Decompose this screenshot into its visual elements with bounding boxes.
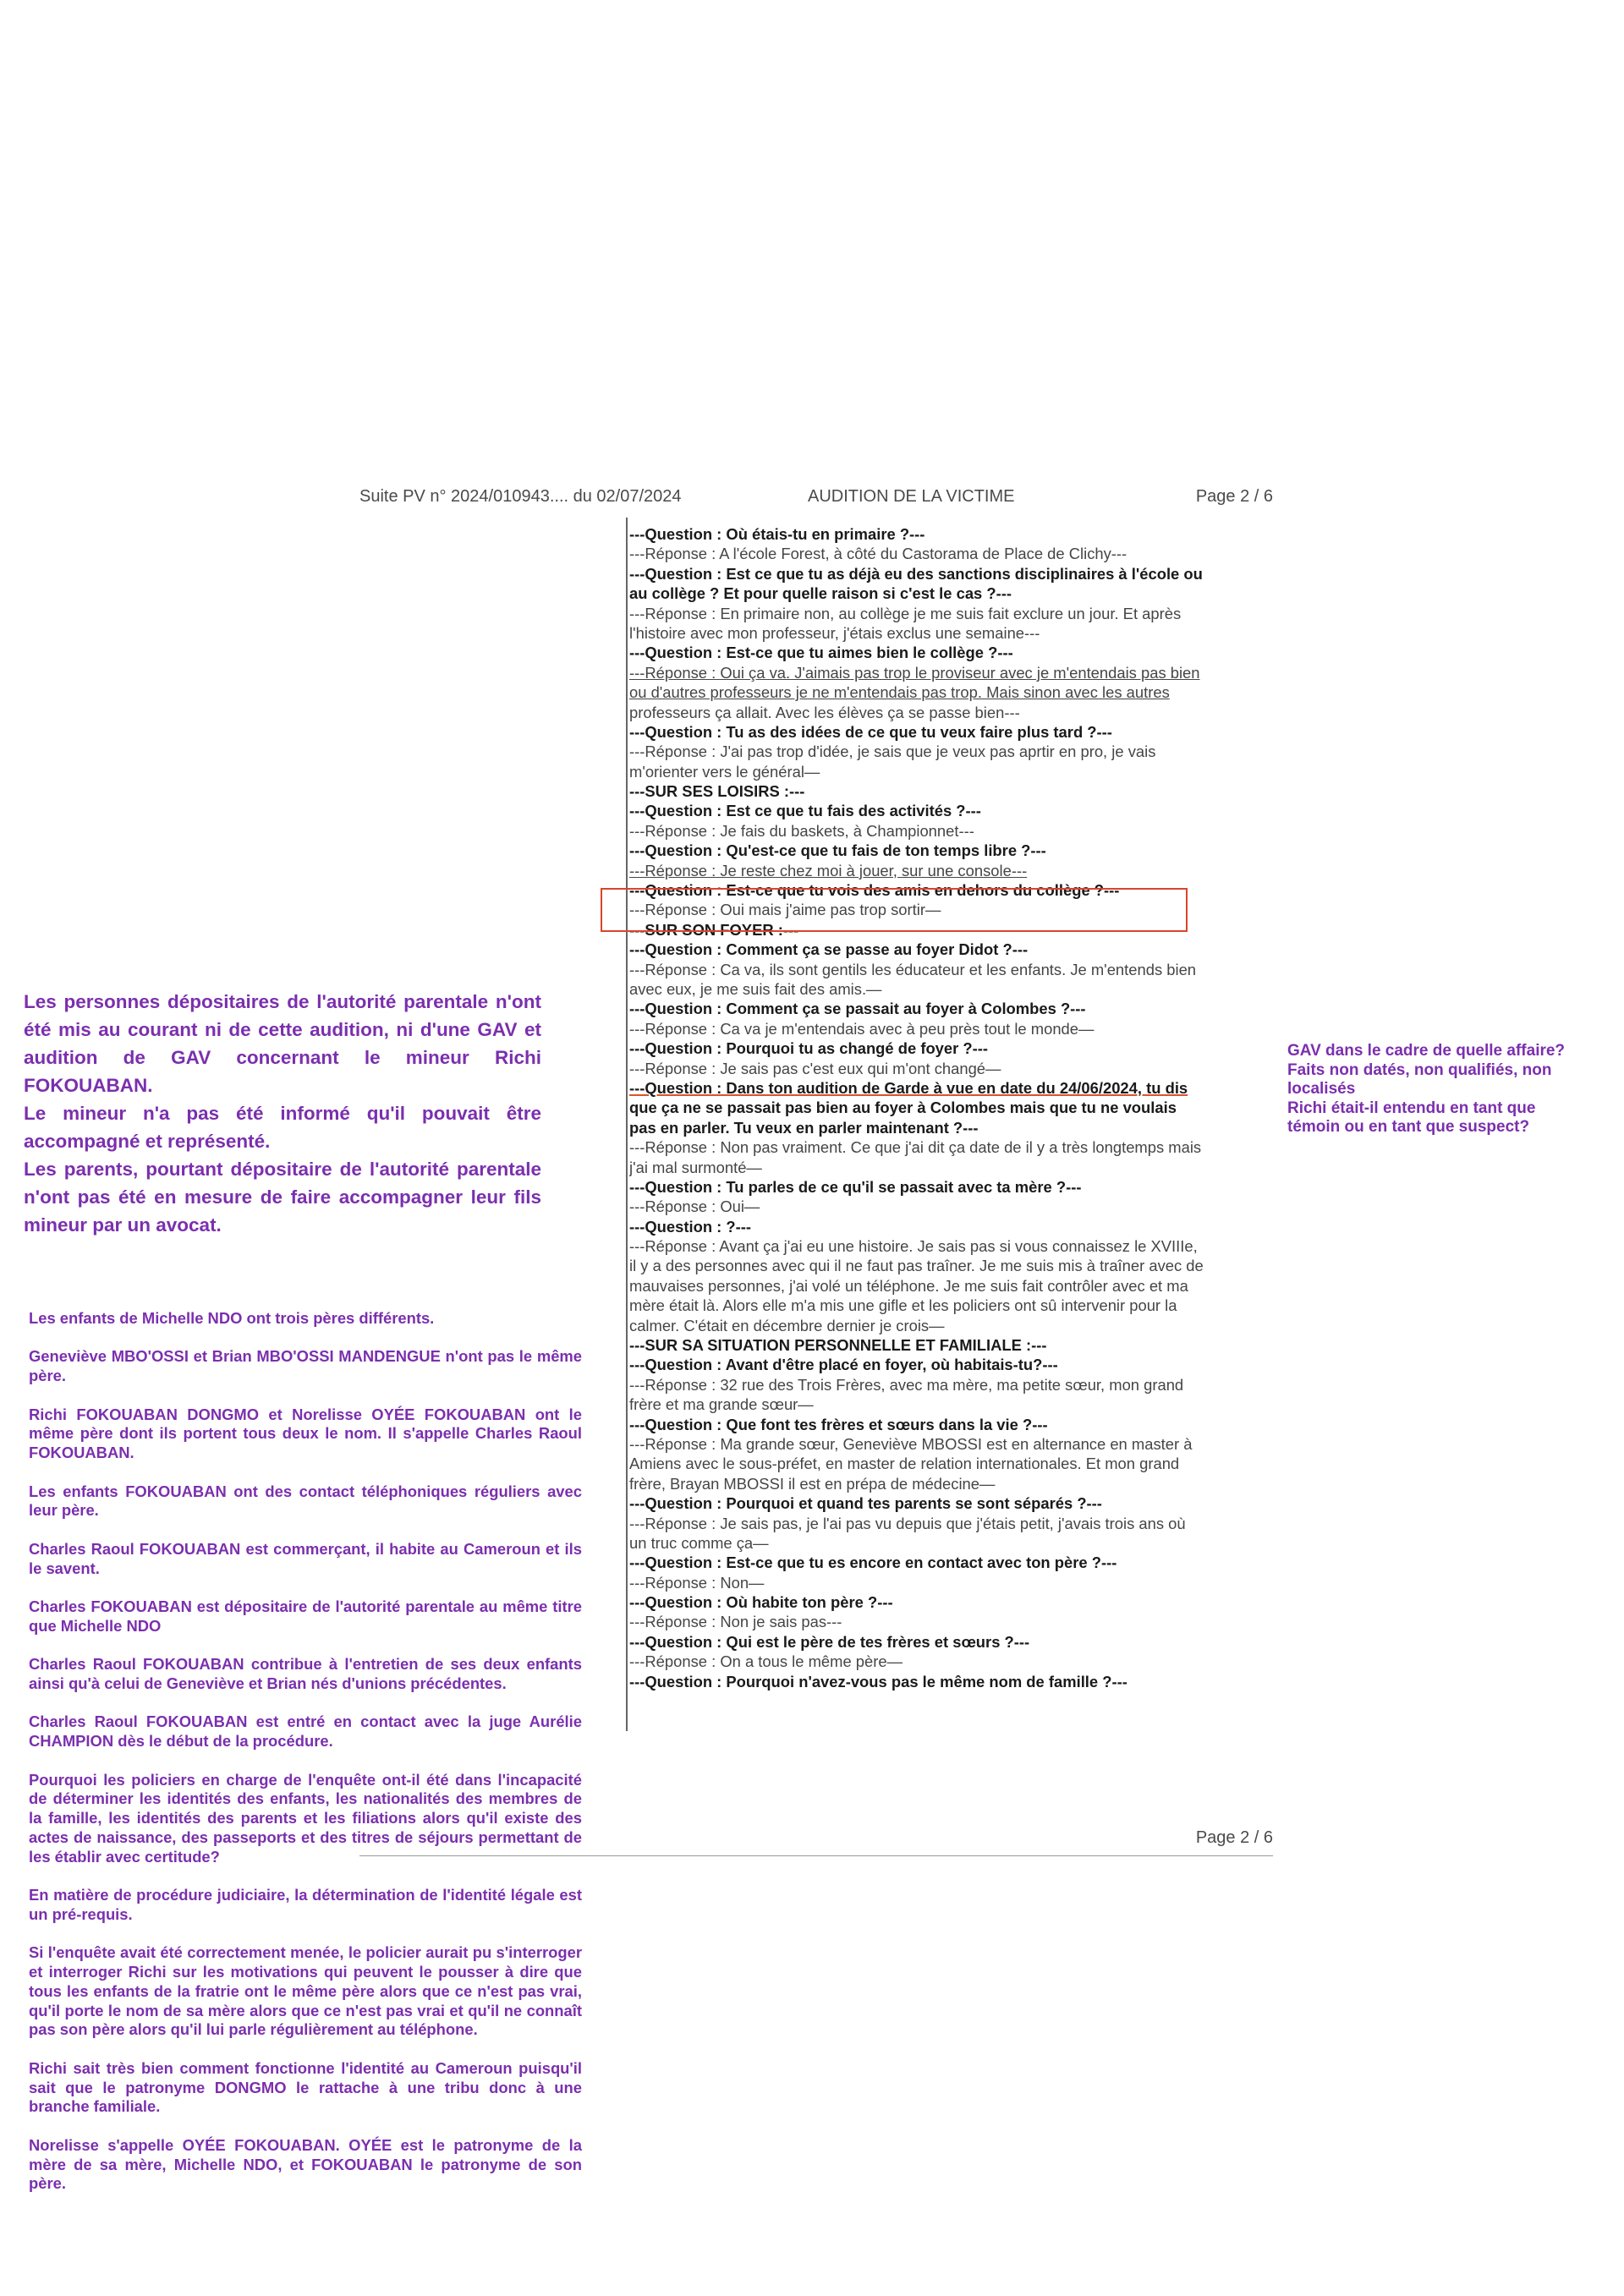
margin-rule [626,518,628,1731]
transcript-answer-line: mère était là. Alors elle m'a mis une gifle et les policiers ont sû intervenir pour la [629,1296,1177,1315]
family-note: Geneviève MBO'OSSI et Brian MBO'OSSI MANDENGUE n'ont pas le même père. [29,1347,582,1385]
transcript-question-line: ---Question : Pourquoi tu as changé de foyer ?--- [629,1039,989,1058]
transcript-answer-line: ---Réponse : Non je sais pas--- [629,1613,842,1631]
transcript-answer-line: ---Réponse : J'ai pas trop d'idée, je sais que je veux pas aprtir en pro, je vais [629,743,1156,761]
transcript-question-line: ---Question : Où étais-tu en primaire ?--- [629,525,925,543]
transcript-answer-line: ---Réponse : Oui mais j'aime pas trop sortir— [629,901,941,919]
transcript-answer-line: calmer. C'était en décembre dernier je crois— [629,1316,945,1334]
note-paragraph: Le mineur n'a pas été informé qu'il pouvait être accompagné et représenté. [24,1103,541,1152]
transcript-question-line: ---Question : Qui est le père de tes frères et sœurs ?--- [629,1632,1030,1651]
transcript-answer-line: ---Réponse : A l'école Forest, à côté du Castorama de Place de Clichy--- [629,545,1127,563]
transcript-answer-line: ---Réponse : Je reste chez moi à jouer, sur une console--- [629,861,1028,879]
note-line: Faits non datés, non qualifiés, non localisés [1287,1060,1552,1098]
transcript-answer-line: ---Réponse : Je fais du baskets, à Championnet--- [629,821,974,840]
transcript-answer-line: frère et ma grande sœur— [629,1395,814,1414]
transcript-question-line: ---Question : Avant d'être placé en foyer, où habitais-tu?--- [629,1356,1058,1374]
note-line: GAV dans le cadre de quelle affaire? [1287,1042,1566,1060]
transcript-answer-line: ---Réponse : 32 rue des Trois Frères, avec ma mère, ma petite sœur, mon grand [629,1375,1184,1394]
transcript-question-line: ---Question : Est ce que tu fais des activités ?--- [629,802,981,820]
document-title: AUDITION DE LA VICTIME [808,487,1015,506]
transcript-answer-line: ---Réponse : On a tous le même père— [629,1652,903,1671]
transcript-answer-line: l'histoire avec mon professeur, j'étais exclus une semaine--- [629,623,1040,642]
family-note: Norelisse s'appelle OYÉE FOKOUABAN. OYÉE est le patronyme de la mère de sa mère, Michelle NDO, et FOKOUABAN le patronyme de son père. [29,2135,582,2193]
note-paragraph: Les parents, pourtant dépositaire de l'autorité parentale n'ont pas été en mesure de faire accompagner leur fils mineur par un avocat. [24,1159,541,1236]
transcript-question-line: ---SUR SON FOYER :--- [629,920,799,939]
scan-header [359,480,1273,514]
transcript-answer-line: frère, Brayan MBOSSI il est en prépa de médecine— [629,1474,996,1493]
family-note: Charles Raoul FOKOUABAN est commerçant, il habite au Cameroun et ils le savent. [29,1539,582,1577]
family-note: Richi sait très bien comment fonctionne l'identité au Cameroun puisqu'il sait que le patronyme DONGMO le rattache à une tribu donc à une branche familiale. [29,2058,582,2116]
pv-reference: Suite PV n° 2024/010943.... du 02/07/2024 [359,487,682,506]
transcript-question-line: ---Question : Dans ton audition de Garde à vue en date du 24/06/2024, tu dis [629,1078,1188,1097]
highlight-box [601,888,1188,932]
family-notes [29,1309,582,2213]
transcript-answer-line: ---Réponse : Avant ça j'ai eu une histoire. Je sais pas si vous connaissez le XVIIIe, [629,1237,1198,1256]
transcript-question-line: ---Question : Est-ce que tu es encore en contact avec ton père ?--- [629,1553,1117,1572]
family-note: Charles Raoul FOKOUABAN contribue à l'entretien de ses deux enfants ainsi qu'à celui de Geneviève et Brian nés d'unions précédentes. [29,1655,582,1692]
transcript-question-line: ---Question : Tu parles de ce qu'il se passait avec ta mère ?--- [629,1177,1082,1196]
transcript-question-line: ---SUR SA SITUATION PERSONNELLE ET FAMILIALE :--- [629,1336,1047,1355]
transcript-question-line: ---Question : Pourquoi et quand tes parents se sont séparés ?--- [629,1494,1102,1513]
note-paragraph: Les personnes dépositaires de l'autorité parentale n'ont été mis au courant ni de cette audition, ni d'une GAV et audition de GAV concernant le mineur Richi FOKOUABAN. [24,991,541,1096]
transcript-answer-line: il y a des personnes avec qui il ne faut pas traîner. Je me suis mis à traîner avec de [629,1257,1204,1275]
transcript-question-line: pas en parler. Tu veux en parler maintenant ?--- [629,1118,979,1137]
family-note: En matière de procédure judiciaire, la détermination de l'identité légale est un pré-requis. [29,1886,582,1923]
transcript-answer-line: un truc comme ça— [629,1533,769,1552]
transcript-answer-line: professeurs ça allait. Avec les élèves ça se passe bien--- [629,703,1020,721]
transcript-answer-line: ---Réponse : Ca va je m'entendais avec à peu près tout le monde— [629,1019,1095,1038]
transcript-answer-line: ---Réponse : Oui— [629,1197,760,1216]
transcript-answer-line: m'orienter vers le général— [629,762,820,781]
family-note: Les enfants de Michelle NDO ont trois pères différents. [29,1309,435,1327]
transcript-answer-line: ---Réponse : Non pas vraiment. Ce que j'ai dit ça date de il y a très longtemps mais [629,1138,1202,1157]
family-note: Pourquoi les policiers en charge de l'enquête ont-il été dans l'incapacité de déterminer les identités des enfants, les nationalités des membres de la famille, les identités des parents et les filiations alors qu'il existe des actes de naissance, des passeports et des titres de séjours permettant de les établir avec certitude? [29,1770,582,1866]
transcript-question-line: ---Question : Est-ce que tu aimes bien le collège ?--- [629,644,1013,662]
transcript-question-line: ---Question : Est ce que tu as déjà eu des sanctions disciplinaires à l'école ou [629,564,1203,583]
footer-page-number: Page 2 / 6 [1195,1828,1273,1847]
transcript-question-line: ---Question : Comment ça se passait au foyer à Colombes ?--- [629,1000,1086,1018]
transcript-question-line: au collège ? Et pour quelle raison si c'est le cas ?--- [629,584,1012,603]
transcript-answer-line: j'ai mal surmonté— [629,1158,762,1176]
transcript-question-line: ---Question : Tu as des idées de ce que tu veux faire plus tard ?--- [629,722,1112,741]
transcript-answer-line: ---Réponse : Je sais pas, je l'ai pas vu depuis que j'étais petit, j'avais trois ans où [629,1514,1186,1532]
parental-authority-note [24,988,541,1239]
transcript-answer-line: ---Réponse : En primaire non, au collège je me suis fait exclure un jour. Et après [629,604,1182,622]
transcript-question-line: que ça ne se passait pas bien au foyer à Colombes mais que tu ne voulais [629,1099,1177,1117]
transcript-answer-line: ---Réponse : Je sais pas c'est eux qui m'ont changé— [629,1059,1001,1077]
interview-transcript [629,524,1272,1691]
transcript-question-line: ---Question : Qu'est-ce que tu fais de ton temps libre ?--- [629,841,1046,860]
transcript-question-line: ---SUR SES LOISIRS :--- [629,782,805,801]
transcript-answer-line: ou d'autres professeurs je ne m'entendais pas trop. Mais sinon avec les autres [629,683,1170,702]
family-note: Si l'enquête avait été correctement menée, le policier aurait pu s'interroger et interroger Richi sur les motivations qui peuvent le pousser à dire que tous les enfants de la fratrie ont le même père alors que ce n'est pas vrai, qu'il porte le nom de sa mère alors que ce n'est pas vrai et qu'il ne connaît pas son père alors qu'il lui parle régulièrement au téléphone. [29,1943,582,2039]
transcript-question-line: ---Question : Où habite ton père ?--- [629,1593,893,1612]
family-note: Les enfants FOKOUABAN ont des contact téléphoniques réguliers avec leur père. [29,1482,582,1520]
transcript-answer-line: ---Réponse : Ma grande sœur, Geneviève MBOSSI est en alternance en master à [629,1434,1193,1453]
note-line: Richi était-il entendu en tant que témoin ou en tant que suspect? [1287,1099,1536,1136]
transcript-question-line: ---Question : Que font tes frères et sœurs dans la vie ?--- [629,1415,1048,1433]
gav-question-note [1287,1042,1579,1137]
transcript-question-line: ---Question : ?--- [629,1217,752,1236]
transcript-question-line: ---Question : Comment ça se passe au foyer Didot ?--- [629,940,1029,959]
family-note: Richi FOKOUABAN DONGMO et Norelisse OYÉE FOKOUABAN ont le même père dont ils portent tous deux le nom. Il s'appelle Charles Raoul FOKOUABAN. [29,1405,582,1462]
transcript-answer-line: Amiens avec le sous-préfet, en master de relation internationales. Et mon grand [629,1455,1180,1473]
transcript-answer-line: avec eux, je me suis fait des amis.— [629,979,882,998]
transcript-answer-line: ---Réponse : Non— [629,1573,765,1592]
family-note: Charles Raoul FOKOUABAN est entré en contact avec la juge Aurélie CHAMPION dès le début de la procédure. [29,1712,582,1751]
transcript-answer-line: ---Réponse : Ca va, ils sont gentils les éducateur et les enfants. Je m'entends bien [629,960,1197,978]
transcript-question-line: ---Question : Est-ce que tu vois des amis en dehors du collège ?--- [629,881,1120,900]
transcript-answer-line: ---Réponse : Oui ça va. J'aimais pas trop le proviseur avec je m'entendais pas bien [629,663,1200,682]
family-note: Charles FOKOUABAN est dépositaire de l'autorité parentale au même titre que Michelle NDO [29,1597,582,1635]
transcript-answer-line: mauvaises personnes, j'ai volé un téléphone. Je me suis fait contrôler avec et ma [629,1276,1188,1295]
header-page-number: Page 2 / 6 [1195,487,1273,506]
transcript-question-line: ---Question : Pourquoi n'avez-vous pas le même nom de famille ?--- [629,1672,1127,1690]
